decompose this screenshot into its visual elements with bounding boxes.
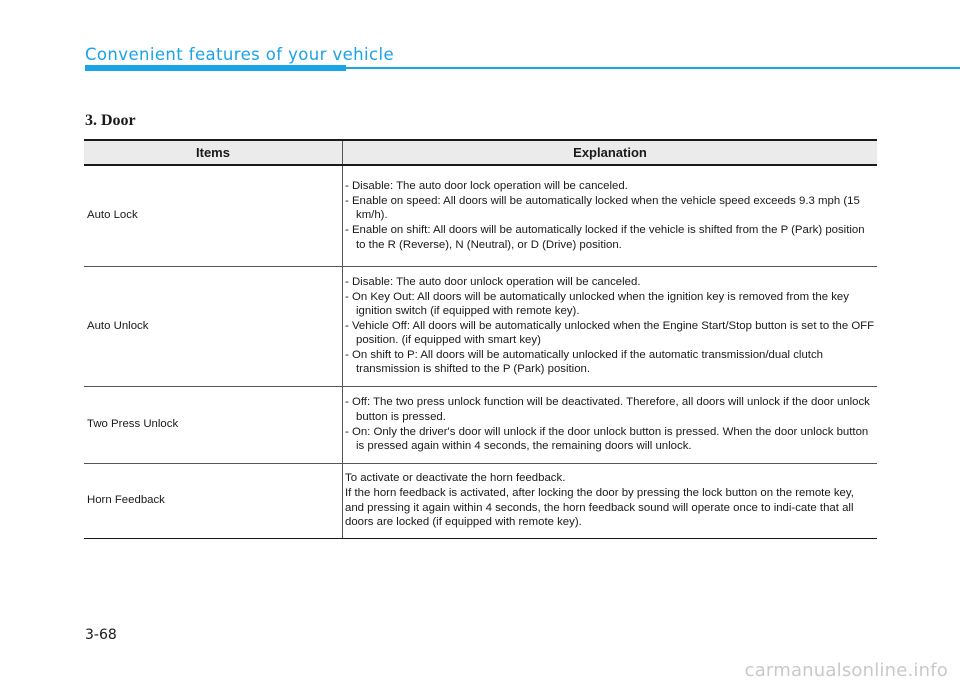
explanation-horn-feedback [343, 463, 878, 538]
item-two-press-unlock: Two Press Unlock [84, 386, 343, 463]
explanation-line: - On: Only the driver's door will unlock if the door unlock button is pressed. When the door unlock button is pressed again within 4 seconds, the remaining doors will unlock. [345, 425, 869, 453]
chapter-title: Convenient features of your vehicle [85, 45, 395, 64]
table-row-horn-feedback [84, 463, 877, 538]
table-row-auto-lock [84, 165, 877, 266]
explanation-paragraph: If the horn feedback is activated, after locking the door by pressing the lock button on the remote key, and pressing it again within 4 seconds, the horn feedback sound will operate once to indi-cate that all doors are locked (if equipped with remote key). [345, 486, 854, 529]
item-auto-unlock: Auto Unlock [84, 266, 343, 386]
section-title: 3. Door [85, 112, 136, 129]
explanation-line: - Off: The two press unlock function will be deactivated. Therefore, all doors will unlock if the door unlock button is pressed. [345, 396, 870, 423]
explanation-line: - Enable on shift: All doors will be automatically locked if the vehicle is shifted from the P (Park) position to the R (Reverse), N (Neutral), or D (Drive) position. [345, 224, 865, 251]
page-number: 3-68 [85, 627, 117, 643]
explanation-line: - Enable on speed: All doors will be automatically locked when the vehicle speed exceeds 9.3 mph (15 km/h). [345, 194, 860, 222]
explanation-auto-unlock [343, 266, 878, 386]
door-settings-table [84, 139, 877, 539]
explanation-paragraph: To activate or deactivate the horn feedback. [345, 472, 566, 485]
item-auto-lock: Auto Lock [84, 165, 343, 266]
table-row-two-press-unlock [84, 386, 877, 463]
explanation-auto-lock [343, 165, 878, 266]
item-horn-feedback: Horn Feedback [84, 463, 343, 538]
header-rule [346, 67, 960, 69]
chapter-title-bar [85, 65, 346, 71]
explanation-line: - On shift to P: All doors will be automatically unlocked if the automatic transmission/dual clutch transmission is shifted to the P (Park) position. [345, 348, 823, 376]
table-header-row [84, 140, 877, 165]
table-row-auto-unlock [84, 266, 877, 386]
watermark: carmanualsonline.info [744, 660, 948, 681]
explanation-two-press-unlock [343, 386, 878, 463]
explanation-line: - Disable: The auto door unlock operation will be canceled. [345, 275, 641, 288]
explanation-line: - Disable: The auto door lock operation will be canceled. [345, 180, 628, 193]
items-column-header: Items [84, 140, 343, 165]
explanation-line: - On Key Out: All doors will be automatically unlocked when the ignition key is removed from the key ignition switch (if equipped with remote key). [345, 290, 849, 318]
explanation-column-header: Explanation [343, 140, 878, 165]
explanation-line: - Vehicle Off: All doors will be automatically unlocked when the Engine Start/Stop button is set to the OFF position. (if equipped with smart key) [345, 319, 875, 347]
